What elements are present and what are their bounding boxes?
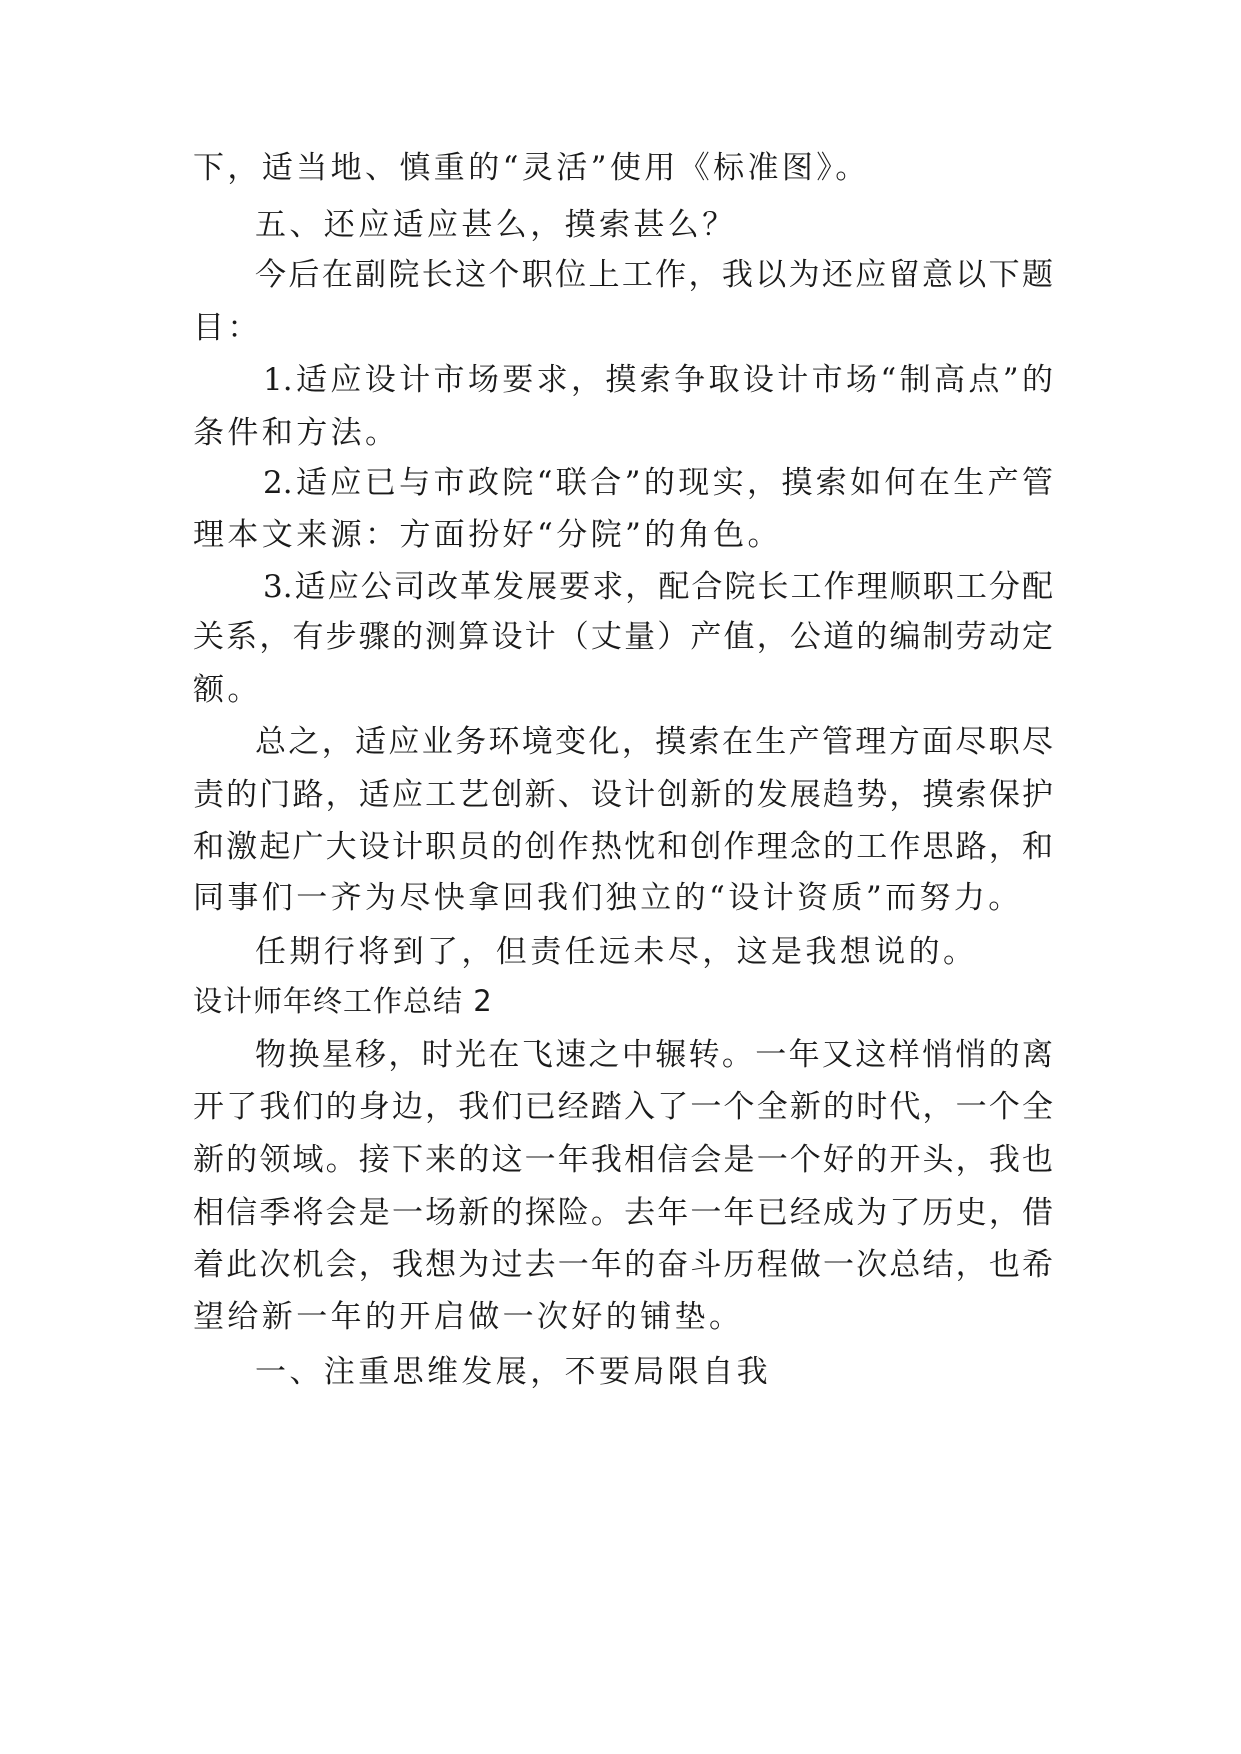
line-14: 和激起广大设计职员的创作热忱和创作理念的工作思路，和 <box>193 829 1053 865</box>
line-07: 2.适应已与市政院“联合”的现实，摸索如何在生产管 <box>263 465 1053 501</box>
line-16: 任期行将到了，但责任远未尽，这是我想说的。 <box>255 934 978 970</box>
line-11: 额。 <box>193 672 262 708</box>
line-08: 理本文来源：方面扮好“分院”的角色。 <box>193 517 782 553</box>
line-15: 同事们一齐为尽快拿回我们独立的“设计资质”而努力。 <box>193 880 1023 916</box>
line-23: 望给新一年的开启做一次好的铺垫。 <box>193 1299 744 1335</box>
line-13: 责的门路，适应工艺创新、设计创新的发展趋势，摸索保护 <box>193 777 1053 813</box>
section-heading: 设计师年终工作总结 2 <box>193 984 493 1018</box>
line-21: 相信季将会是一场新的探险。去年一年已经成为了历史，借 <box>193 1195 1053 1231</box>
line-09: 3.适应公司改革发展要求，配合院长工作理顺职工分配 <box>263 569 1053 605</box>
line-20: 新的领域。接下来的这一年我相信会是一个好的开头，我也 <box>193 1142 1053 1178</box>
line-24: 一、注重思维发展，不要局限自我 <box>255 1354 771 1390</box>
line-03: 今后在副院长这个职位上工作，我以为还应留意以下题 <box>255 257 1053 293</box>
line-02: 五、还应适应甚么，摸索甚么？ <box>255 207 737 243</box>
line-18: 物换星移，时光在飞速之中辗转。一年又这样悄悄的离 <box>255 1037 1053 1073</box>
line-05: 1.适应设计市场要求，摸索争取设计市场“制高点”的 <box>263 362 1053 398</box>
line-12: 总之，适应业务环境变化，摸索在生产管理方面尽职尽 <box>255 724 1053 760</box>
line-04: 目： <box>193 310 262 346</box>
line-01: 下，适当地、慎重的“灵活”使用《标准图》。 <box>193 150 870 186</box>
line-06: 条件和方法。 <box>193 415 400 451</box>
line-22: 着此次机会，我想为过去一年的奋斗历程做一次总结，也希 <box>193 1247 1053 1283</box>
line-19: 开了我们的身边，我们已经踏入了一个全新的时代，一个全 <box>193 1089 1053 1125</box>
line-10: 关系，有步骤的测算设计（丈量）产值，公道的编制劳动定 <box>193 619 1053 655</box>
